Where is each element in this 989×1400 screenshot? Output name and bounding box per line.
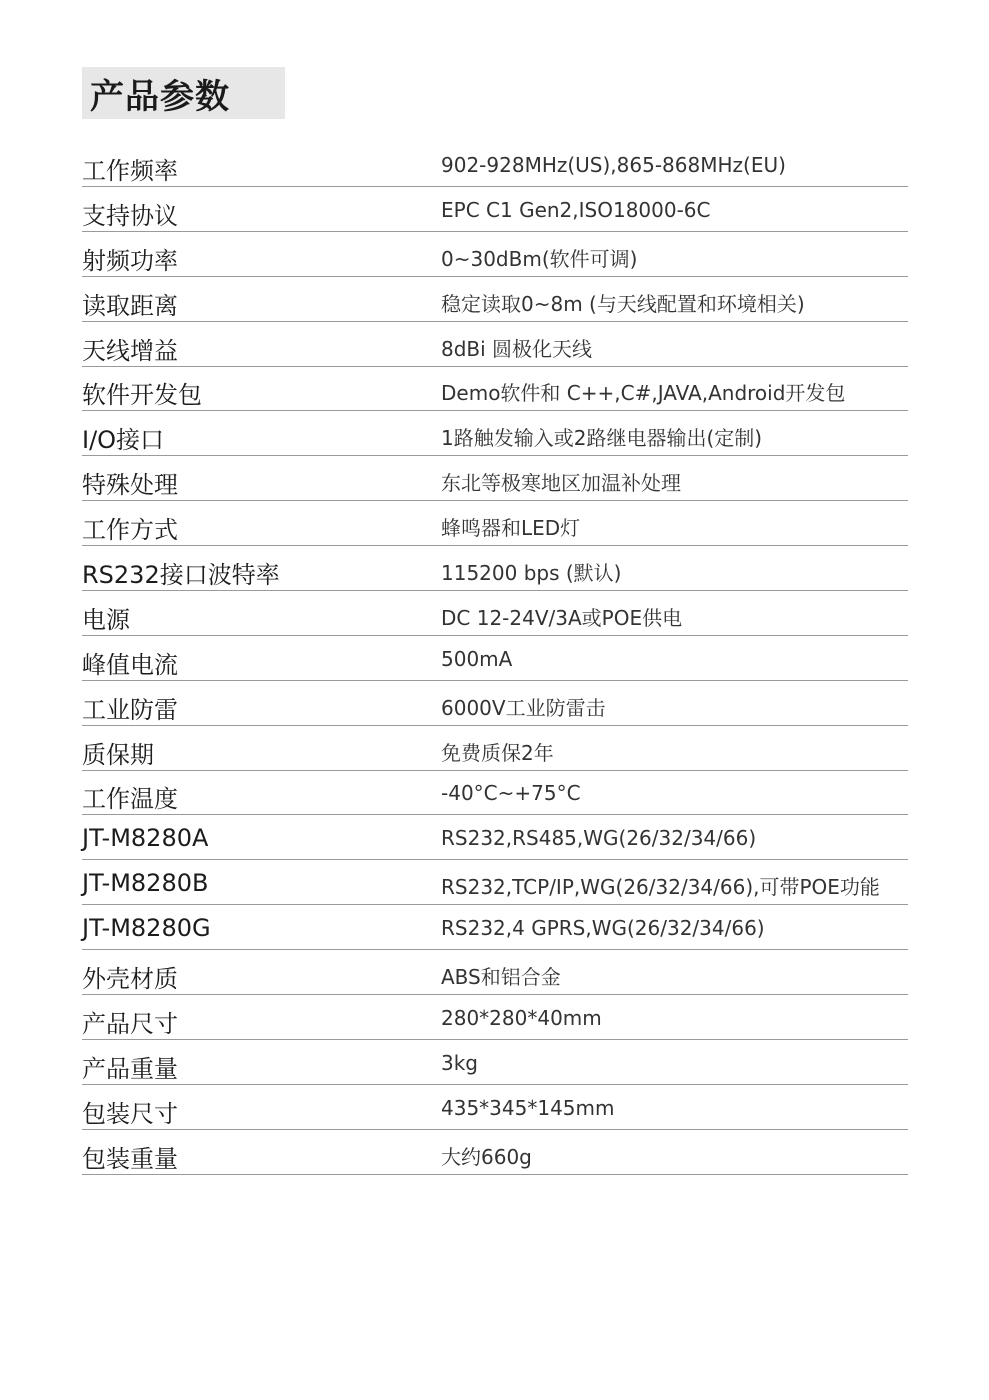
spec-label: 工业防雷 xyxy=(82,695,178,724)
spec-value: RS232,4 GPRS,WG(26/32/34/66) xyxy=(441,916,765,941)
spec-row xyxy=(82,592,908,636)
spec-label: 外壳材质 xyxy=(82,965,178,994)
spec-label: I/O接口 xyxy=(82,426,165,455)
spec-value: RS232,RS485,WG(26/32/34/66) xyxy=(441,826,757,851)
spec-value: 稳定读取0~8m (与天线配置和环境相关) xyxy=(441,291,805,316)
spec-value: 6000V工业防雷击 xyxy=(441,695,606,720)
spec-row xyxy=(82,682,908,726)
spec-row xyxy=(82,278,908,322)
spec-row xyxy=(82,727,908,771)
spec-row xyxy=(82,188,908,232)
spec-label: 软件开发包 xyxy=(82,381,202,410)
spec-value: 3kg xyxy=(441,1050,479,1075)
spec-value: 115200 bps (默认) xyxy=(441,561,622,586)
spec-row xyxy=(82,547,908,591)
spec-label: 支持协议 xyxy=(82,201,178,230)
spec-row xyxy=(82,637,908,681)
spec-row xyxy=(82,951,908,995)
spec-label: 包装尺寸 xyxy=(82,1099,178,1128)
spec-value: 8dBi 圆极化天线 xyxy=(441,336,593,361)
spec-value: 500mA xyxy=(441,646,513,671)
spec-label: JT-M8280B xyxy=(82,869,209,898)
spec-row xyxy=(82,412,908,456)
spec-row xyxy=(82,143,908,187)
spec-value: 免费质保2年 xyxy=(441,740,554,765)
spec-value: 东北等极寒地区加温补处理 xyxy=(441,471,681,496)
spec-row xyxy=(82,906,908,950)
spec-label: 质保期 xyxy=(82,740,154,769)
spec-value: Demo软件和 C++,C#,JAVA,Android开发包 xyxy=(441,381,846,406)
spec-label: 特殊处理 xyxy=(82,471,178,500)
spec-row xyxy=(82,861,908,905)
spec-value: ABS和铝合金 xyxy=(441,965,561,990)
spec-table xyxy=(82,143,908,1175)
spec-label: 电源 xyxy=(82,605,130,634)
page-title: 产品参数 xyxy=(90,76,230,117)
spec-value: EPC C1 Gen2,ISO18000-6C xyxy=(441,197,711,222)
spec-label: 读取距离 xyxy=(82,291,178,320)
spec-row xyxy=(82,771,908,815)
spec-label: JT-M8280G xyxy=(82,914,211,943)
spec-label: RS232接口波特率 xyxy=(82,561,280,590)
spec-label: 射频功率 xyxy=(82,246,178,275)
spec-row xyxy=(82,323,908,367)
spec-label: 天线增益 xyxy=(82,336,178,365)
spec-row xyxy=(82,996,908,1040)
spec-label: JT-M8280A xyxy=(82,824,209,853)
spec-row xyxy=(82,1086,908,1130)
spec-value: 0~30dBm(软件可调) xyxy=(441,246,638,271)
spec-label: 工作频率 xyxy=(82,157,178,185)
spec-label: 包装重量 xyxy=(82,1144,178,1173)
spec-row xyxy=(82,457,908,501)
spec-value: 435*345*145mm xyxy=(441,1095,615,1120)
title-box xyxy=(82,67,285,119)
spec-value: 280*280*40mm xyxy=(441,1005,602,1030)
spec-row xyxy=(82,1131,908,1175)
spec-value: 大约660g xyxy=(441,1144,532,1169)
spec-label: 产品尺寸 xyxy=(82,1009,178,1038)
spec-label: 峰值电流 xyxy=(82,650,178,679)
spec-value: RS232,TCP/IP,WG(26/32/34/66),可带POE功能 xyxy=(441,875,880,900)
spec-value: -40°C~+75°C xyxy=(441,781,581,806)
spec-value: DC 12-24V/3A或POE供电 xyxy=(441,605,683,630)
spec-value: 1路触发输入或2路继电器输出(定制) xyxy=(441,426,763,451)
spec-row xyxy=(82,816,908,860)
spec-row xyxy=(82,1041,908,1085)
spec-value: 蜂鸣器和LED灯 xyxy=(441,516,581,541)
spec-value: 902-928MHz(US),865-868MHz(EU) xyxy=(441,153,786,177)
spec-row xyxy=(82,367,908,411)
spec-label: 产品重量 xyxy=(82,1054,178,1083)
spec-label: 工作方式 xyxy=(82,516,178,545)
spec-row xyxy=(82,233,908,277)
spec-label: 工作温度 xyxy=(82,785,178,814)
spec-row xyxy=(82,502,908,546)
